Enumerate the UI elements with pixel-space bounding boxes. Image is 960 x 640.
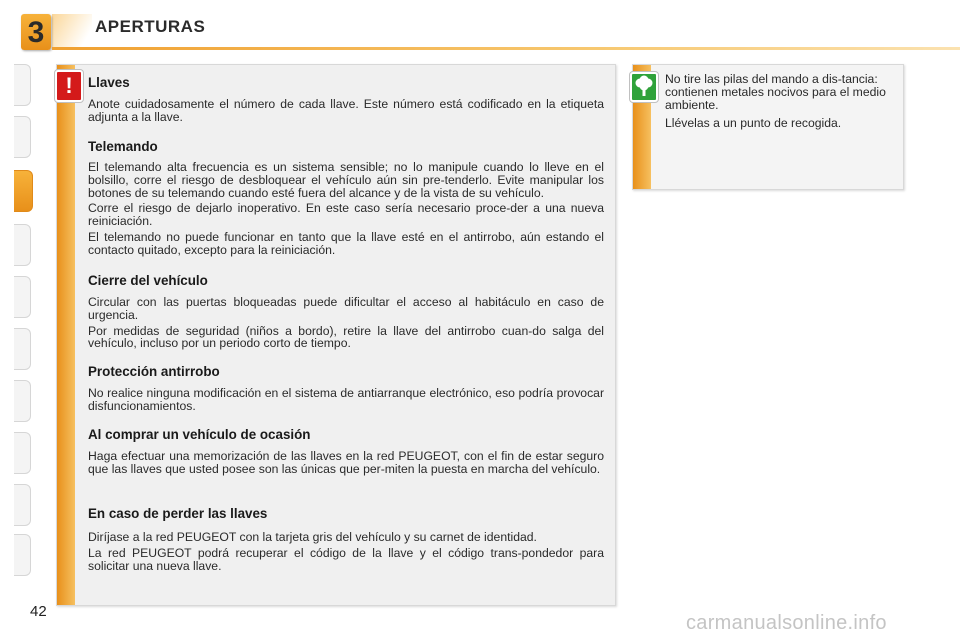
warning-icon: ! [55,70,83,102]
section-ocasion [88,427,604,476]
section-paragraph: Anote cuidadosamente el número de cada llave. Este número está codificado en la etiqueta adjunta a la llave. [88,97,604,124]
chapter-tab-5[interactable] [14,276,31,318]
chapter-tab-6[interactable] [14,328,31,370]
section-cierre [88,273,604,350]
chapter-title: APERTURAS [95,17,206,36]
section-telemando [88,139,604,257]
section-perder [88,506,604,572]
section-title: Al comprar un vehículo de ocasión [88,427,311,442]
chapter-tab-4[interactable] [14,224,31,266]
section-title: Llaves [88,75,130,90]
page-number: 42 [30,603,47,620]
warning-box [56,64,616,606]
section-llaves [88,75,604,124]
chapter-badge [21,14,51,50]
section-paragraph: Por medidas de seguridad (niños a bordo), retire la llave del antirrobo cuan-do salga del vehículo, incluso por un periodo corto de tiempo. [88,323,604,351]
section-title: Telemando [88,139,158,154]
chapter-tab-1[interactable] [14,64,31,106]
section-paragraph: Circular con las puertas bloqueadas puede dificultar el acceso al habitáculo en caso de urgencia. [88,295,604,322]
section-paragraph: El telemando alta frecuencia es un sistema sensible; no lo manipule cuando lo lleve en el bolsillo, corre el riesgo de desbloquear el vehículo aún sin pre-tenderlo. Evite manipular los botones de su telemando cuando esté fuera del alcance y de la vista de su vehículo. [88,160,604,200]
chapter-tab-7[interactable] [14,380,31,422]
chapter-tab-10[interactable] [14,534,31,576]
section-paragraph: Haga efectuar una memorización de las llaves en la red PEUGEOT, con el fin de estar seguro que las llaves que usted posee son las únicas que per-miten la puesta en marcha del vehículo. [88,449,604,476]
watermark: carmanualsonline.info [686,612,887,634]
header-divider [52,47,960,50]
header-wedge [52,14,92,50]
section-paragraph: No realice ninguna modificación en el sistema de antiarranque electrónico, eso podría provocar disfuncionamientos. [88,386,604,413]
section-title: Protección antirrobo [88,364,220,379]
warning-box-stripe [57,65,75,605]
eco-paragraph: Llévelas a un punto de recogida. [665,116,842,131]
page-header [0,0,960,50]
tree-icon [630,72,658,102]
chapter-tab-3-active[interactable] [14,170,33,212]
chapter-number: 3 [27,16,45,49]
section-paragraph: Diríjase a la red PEUGEOT con la tarjeta gris del vehículo y su carnet de identidad. [88,530,537,544]
section-proteccion [88,364,604,413]
eco-paragraph: No tire las pilas del mando a dis-tancia: contienen metales nocivos para el medio ambiente. [665,72,886,112]
chapter-tab-9[interactable] [14,484,31,526]
chapter-tab-2[interactable] [14,116,31,158]
section-paragraph: La red PEUGEOT podrá recuperar el código de la llave y el código trans-pondedor para solicitar una nueva llave. [88,545,604,573]
section-title: En caso de perder las llaves [88,506,268,521]
section-paragraph: El telemando no puede funcionar en tanto que la llave esté en el antirrobo, aún estando el contacto quitado, excepto para la reiniciación. [88,229,604,257]
section-paragraph: Corre el riesgo de dejarlo inoperativo. En este caso sería necesario proce-der a una nueva reiniciación. [88,201,604,229]
eco-box [632,64,904,190]
eco-box-content [665,73,891,130]
section-title: Cierre del vehículo [88,273,208,288]
chapter-tab-8[interactable] [14,432,31,474]
